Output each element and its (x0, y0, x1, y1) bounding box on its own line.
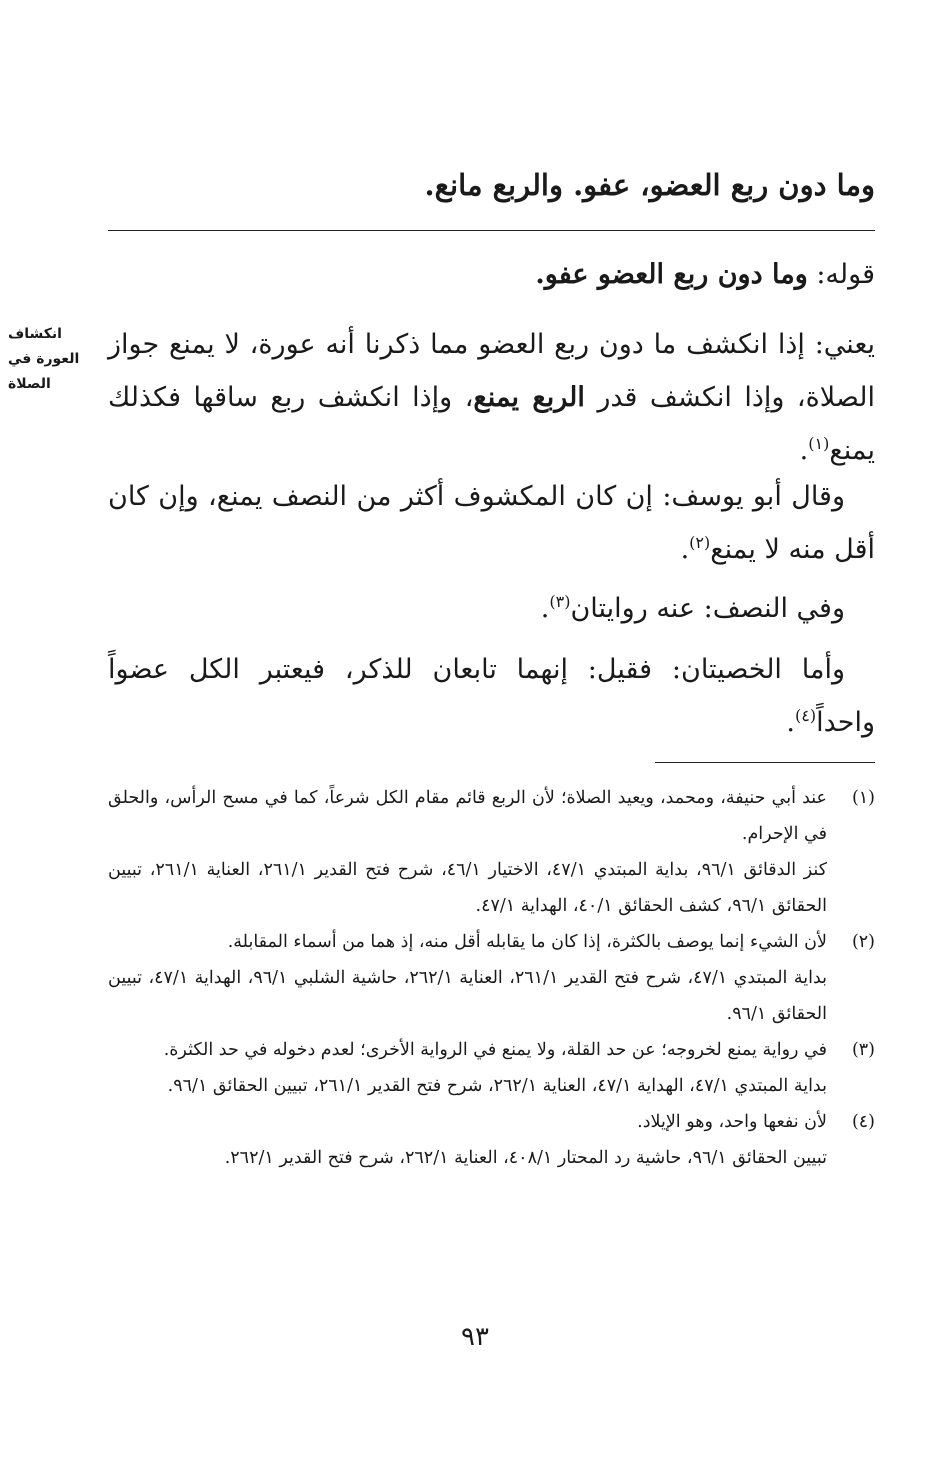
margin-note-line-1: انكشاف (8, 326, 62, 342)
footnote-number: (٢) (851, 932, 875, 952)
quoted-text-line (108, 250, 875, 300)
footnote-ref-4[interactable]: (٤) (795, 706, 817, 725)
paragraph-1-bold: الربع يمنع (473, 382, 585, 413)
footnote-divider (655, 762, 875, 763)
section-heading (108, 160, 875, 210)
paragraph-3-text: وفي النصف: عنه روايتان (570, 593, 845, 624)
footnote-1 (108, 780, 875, 924)
footnote-text: عند أبي حنيفة، ومحمد، ويعيد الصلاة؛ لأن الربع قائم مقام الكل شرعاً، كما في مسح الرأس، والحلق في الإحرام. (108, 788, 827, 844)
footnote-ref-3[interactable]: (٣) (549, 592, 571, 611)
footnotes (108, 780, 875, 1176)
footnote-4 (108, 1104, 875, 1176)
paragraph-1 (108, 318, 875, 477)
footnote-ref-1[interactable]: (١) (808, 434, 830, 453)
footnote-references: بداية المبتدي ٤٧/١، شرح فتح القدير ٢٦١/١، العناية ٢٦٢/١، حاشية الشلبي ٩٦/١، الهداية ٤٧/١، تبيين الحقائق ٩٦/١. (108, 968, 828, 1024)
paragraph-4-end: . (786, 707, 795, 738)
paragraph-4 (108, 643, 875, 749)
quote-text: وما دون ربع العضو عفو. (535, 259, 808, 290)
footnote-text: لأن نفعها واحد، وهو الإيلاد. (637, 1112, 827, 1132)
quote-prefix: قوله: (807, 259, 875, 290)
footnote-text: لأن الشيء إنما يوصف بالكثرة، إذا كان ما يقابله أقل منه، إذ هما من أسماء المقابلة. (227, 932, 827, 952)
paragraph-1-text-a: يعني: إذا انكشف ما دون ربع العضو مما ذكرنا أنه عورة، لا يمنع جواز الصلاة، وإذا انكشف قدر (108, 329, 876, 413)
paragraph-1-end: . (799, 435, 809, 466)
footnote-references: كنز الدقائق ٩٦/١، بداية المبتدي ٤٧/١، الاختيار ٤٦/١، شرح فتح القدير ٢٦١/١، العناية ٢٦١/١، تبيين الحقائق ٩٦/١، كشف الحقائق ٤٠/١، الهداية ٤٧/١. (108, 860, 828, 916)
footnote-2 (108, 924, 875, 1032)
paragraph-2-text: وقال أبو يوسف: إن كان المكشوف أكثر من النصف يمنع، وإن كان أقل منه لا يمنع (108, 481, 875, 565)
margin-note-line-2: العورة في (8, 351, 80, 367)
footnote-text: في رواية يمنع لخروجه؛ عن حد القلة، ولا يمنع في الرواية الأخرى؛ لعدم دخوله في حد الكثرة. (163, 1040, 827, 1060)
paragraph-3-end: . (540, 593, 550, 624)
footnote-ref-2[interactable]: (٢) (689, 533, 711, 552)
paragraph-1-text-b: ، وإذا انكشف ربع ساقها فكذلك يمنع (108, 382, 875, 466)
paragraph-3 (108, 582, 875, 635)
footnote-references: بداية المبتدي ٤٧/١، الهداية ٤٧/١، العناية ٢٦٢/١، شرح فتح القدير ٢٦١/١، تبيين الحقائق ٩٦/١. (167, 1076, 827, 1096)
footnote-number: (٤) (851, 1112, 875, 1132)
page-number: ٩٣ (461, 1322, 489, 1352)
paragraph-4-text: وأما الخصيتان: فقيل: إنهما تابعان للذكر، فيعتبر الكل عضواً واحداً (108, 654, 875, 738)
paragraph-2 (108, 470, 875, 576)
footnote-references: تبيين الحقائق ٩٦/١، حاشية رد المحتار ٤٠٨/١، العناية ٢٦٢/١، شرح فتح القدير ٢٦٢/١. (224, 1148, 827, 1168)
margin-note-line-3: الصلاة (8, 376, 51, 392)
footnote-number: (٣) (851, 1040, 875, 1060)
heading-text: وما دون ربع العضو، عفو. والربع مانع. (424, 168, 875, 202)
footnote-3 (108, 1032, 875, 1104)
margin-note (8, 322, 88, 397)
footnote-number: (١) (851, 788, 875, 808)
paragraph-2-end: . (680, 534, 690, 565)
heading-divider (108, 230, 875, 231)
